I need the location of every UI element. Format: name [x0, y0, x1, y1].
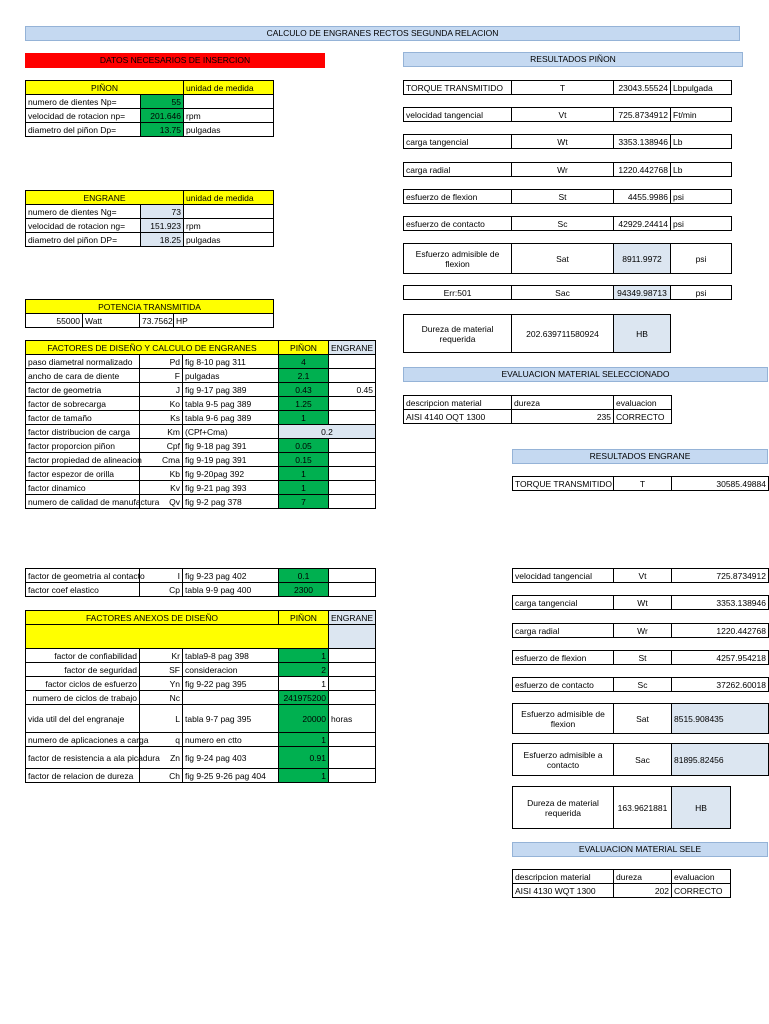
- result-label: velocidad tangencial: [513, 569, 614, 583]
- row-reference: tabla 9-6 pag 389: [183, 411, 279, 425]
- table-row: [26, 569, 376, 583]
- row-reference: fig 9-17 pag 389: [183, 383, 279, 397]
- torque-symbol: T: [614, 477, 672, 491]
- result-unit: psi: [671, 217, 732, 231]
- sat-label: Esfuerzo admisible de flexion: [404, 244, 512, 274]
- gear-wr-table: [512, 623, 769, 638]
- row-symbol: SF: [140, 663, 183, 677]
- input-cell[interactable]: 55: [141, 95, 184, 109]
- row-symbol: Zn: [140, 747, 183, 769]
- gear-value[interactable]: [329, 481, 376, 495]
- pinion-value[interactable]: 0.91: [279, 747, 329, 769]
- sat-label: Esfuerzo admisible de flexion: [513, 704, 614, 734]
- hp-unit: HP: [174, 314, 274, 328]
- row-symbol: Qv: [140, 495, 183, 509]
- result-symbol: Wt: [614, 596, 672, 610]
- row-label: numero de calidad de manufactura: [26, 495, 140, 509]
- table-row: [26, 425, 376, 439]
- unit-cell: rpm: [184, 109, 274, 123]
- row-reference: fig 9-23 pag 402: [183, 569, 279, 583]
- pinion-results-header: RESULTADOS PIÑON: [403, 52, 743, 67]
- result-label: esfuerzo de flexion: [513, 651, 614, 665]
- result-symbol: Vt: [512, 108, 614, 122]
- col-pinion: PIÑON: [279, 611, 329, 625]
- gear-value[interactable]: [329, 691, 376, 705]
- sac-value: 94349.98713: [614, 286, 671, 300]
- gear-material-header: EVALUACION MATERIAL SELE: [512, 842, 768, 857]
- result-value: 4455.9986: [614, 190, 671, 204]
- torque-value: 30585.49884: [672, 477, 769, 491]
- row-label: factor de seguridad: [26, 663, 140, 677]
- table-row: [404, 108, 732, 122]
- hardness-value: 202.639711580924: [512, 315, 614, 353]
- table-row: [26, 747, 376, 769]
- unit-cell: pulgadas: [184, 123, 274, 137]
- row-reference: tabla 9-9 pag 400: [183, 583, 279, 597]
- table-row: [26, 205, 274, 219]
- pinion-value[interactable]: 1: [279, 411, 329, 425]
- sat-symbol: Sat: [614, 704, 672, 734]
- result-symbol: Wt: [512, 135, 614, 149]
- material-evaluation: CORRECTO: [614, 410, 672, 424]
- pinion-value[interactable]: 4: [279, 355, 329, 369]
- hardness-label: Dureza de material requerida: [513, 787, 614, 829]
- table-row: [26, 219, 274, 233]
- row-label: factor de resistencia a ala picadura: [26, 747, 140, 769]
- result-symbol: Sc: [512, 217, 614, 231]
- material-description[interactable]: AISI 4140 OQT 1300: [404, 410, 512, 424]
- col-description: descripcion material: [404, 396, 512, 410]
- row-symbol: Nc: [140, 691, 183, 705]
- pinion-result-vt-table: [403, 107, 732, 122]
- table-row: [26, 355, 376, 369]
- row-symbol: Ks: [140, 411, 183, 425]
- design-factors-header: FACTORES DE DISEÑO Y CALCULO DE ENGRANES: [26, 341, 279, 355]
- table-row: [26, 495, 376, 509]
- row-label: factor de tamaño: [26, 411, 140, 425]
- result-label: carga radial: [513, 624, 614, 638]
- result-symbol: Wr: [512, 163, 614, 177]
- result-label: carga tangencial: [513, 596, 614, 610]
- row-reference: pulgadas: [183, 369, 279, 383]
- row-reference: consideracion: [183, 663, 279, 677]
- row-symbol: Cpf: [140, 439, 183, 453]
- gear-value[interactable]: 0.45: [329, 383, 376, 397]
- row-symbol: Yn: [140, 677, 183, 691]
- pinion-value: 0.2: [279, 425, 376, 439]
- gear-torque-table: [512, 476, 769, 491]
- gear-value[interactable]: [329, 649, 376, 663]
- row-reference: fig 9-2 pag 378: [183, 495, 279, 509]
- unit-cell: [184, 95, 274, 109]
- row-reference: numero en ctto: [183, 733, 279, 747]
- input-cell[interactable]: 201.646: [141, 109, 184, 123]
- result-value: 725.8734912: [614, 108, 671, 122]
- row-reference: fig 9-22 pag 395: [183, 677, 279, 691]
- torque-label: TORQUE TRANSMITIDO: [513, 477, 614, 491]
- pinion-value[interactable]: 2: [279, 663, 329, 677]
- row-symbol: Cp: [140, 583, 183, 597]
- row-label: numero de dientes Ng=: [26, 205, 141, 219]
- pinion-value[interactable]: 1: [279, 481, 329, 495]
- gear-sac-table: [512, 743, 769, 776]
- gear-value[interactable]: [329, 397, 376, 411]
- pinion-value[interactable]: 1: [279, 769, 329, 783]
- pinion-value[interactable]: 2.1: [279, 369, 329, 383]
- table-row: [26, 233, 274, 247]
- sat-value: 8515.908435: [672, 704, 769, 734]
- unit-cell: rpm: [184, 219, 274, 233]
- material-hardness[interactable]: 235: [512, 410, 614, 424]
- table-row: [513, 651, 769, 665]
- pinion-value[interactable]: 7: [279, 495, 329, 509]
- result-label: esfuerzo de contacto: [513, 678, 614, 692]
- row-symbol: Kb: [140, 467, 183, 481]
- table-row: [26, 769, 376, 783]
- row-label: factor de geometria: [26, 383, 140, 397]
- row-reference: tabla9-8 pag 398: [183, 649, 279, 663]
- sac-label: Esfuerzo admisible a contacto: [513, 744, 614, 776]
- gear-value: horas: [329, 705, 376, 733]
- table-row: [26, 123, 274, 137]
- row-reference: fig 9-19 pag 391: [183, 453, 279, 467]
- table-row: [26, 397, 376, 411]
- table-row: [513, 678, 769, 692]
- insertion-header: DATOS NECESARIOS DE INSERCION: [25, 53, 325, 68]
- row-label: factor espezor de orilla: [26, 467, 140, 481]
- gear-results-header: RESULTADOS ENGRANE: [512, 449, 768, 464]
- result-unit: Ft/min: [671, 108, 732, 122]
- pinion-value[interactable]: 20000: [279, 705, 329, 733]
- result-label: velocidad tangencial: [404, 108, 512, 122]
- result-label: TORQUE TRANSMITIDO: [404, 81, 512, 95]
- pinion-value[interactable]: 1: [279, 649, 329, 663]
- sat-unit: psi: [671, 244, 732, 274]
- row-label: factor de confiabilidad: [26, 649, 140, 663]
- col-evaluation: evaluacion: [672, 870, 731, 884]
- pinion-value[interactable]: 0.43: [279, 383, 329, 397]
- sac-value: 81895.82456: [672, 744, 769, 776]
- table-row: [26, 481, 376, 495]
- table-row: [26, 467, 376, 481]
- table-row: [26, 453, 376, 467]
- row-label: numero de ciclos de trabajo: [26, 691, 140, 705]
- gear-value[interactable]: [329, 569, 376, 583]
- row-reference: fig 9-24 pag 403: [183, 747, 279, 769]
- gear-sat-table: [512, 703, 769, 734]
- row-label: factor de geometria al contacto: [26, 569, 140, 583]
- material-description[interactable]: AISI 4130 WQT 1300: [513, 884, 614, 898]
- row-label: factor coef elastico: [26, 583, 140, 597]
- row-symbol: Ko: [140, 397, 183, 411]
- gear-value[interactable]: [329, 677, 376, 691]
- power-header: POTENCIA TRANSMITIDA: [26, 300, 274, 314]
- row-label: paso diametral normalizado: [26, 355, 140, 369]
- row-reference: [183, 691, 279, 705]
- blank-yellow-cell: [26, 625, 329, 649]
- row-symbol: Km: [140, 425, 183, 439]
- table-row: [26, 109, 274, 123]
- row-label: factor dinamico: [26, 481, 140, 495]
- row-label: diametro del piñon DP=: [26, 233, 141, 247]
- result-unit: Lb: [671, 163, 732, 177]
- row-reference: tabla 9-7 pag 395: [183, 705, 279, 733]
- pinion-result-sc-table: [403, 216, 732, 231]
- table-row: [513, 569, 769, 583]
- result-value: 1220.442768: [614, 163, 671, 177]
- gear-material-table: [512, 869, 731, 898]
- pinion-result-wt-table: [403, 134, 732, 149]
- pinion-results-table: [403, 80, 732, 95]
- table-row: [26, 95, 274, 109]
- sac-symbol: Sac: [614, 744, 672, 776]
- table-row: [26, 383, 376, 397]
- row-reference: fig 8-10 pag 311: [183, 355, 279, 369]
- row-label: ancho de cara de diente: [26, 369, 140, 383]
- annex-factors-table: [25, 610, 376, 783]
- row-label: factor propiedad de alineacion: [26, 453, 140, 467]
- gear-value[interactable]: [329, 355, 376, 369]
- pinion-sac-table: [403, 285, 732, 300]
- material-evaluation: CORRECTO: [672, 884, 731, 898]
- gear-value[interactable]: [329, 411, 376, 425]
- row-symbol: J: [140, 383, 183, 397]
- pinion-value[interactable]: 1: [279, 677, 329, 691]
- table-row: [26, 663, 376, 677]
- row-label: factor de relacion de dureza: [26, 769, 140, 783]
- unit-cell: [184, 205, 274, 219]
- table-row: [404, 163, 732, 177]
- sac-symbol: Sac: [512, 286, 614, 300]
- table-row: [26, 705, 376, 733]
- table-row: [26, 733, 376, 747]
- result-label: carga tangencial: [404, 135, 512, 149]
- row-symbol: Kr: [140, 649, 183, 663]
- pinion-value[interactable]: 241975200: [279, 691, 329, 705]
- table-row: [26, 649, 376, 663]
- pinion-sat-table: [403, 243, 732, 274]
- gear-value[interactable]: [329, 439, 376, 453]
- result-unit: Lb: [671, 135, 732, 149]
- hardness-unit: HB: [614, 315, 671, 353]
- input-cell[interactable]: 73: [141, 205, 184, 219]
- col-description: descripcion material: [513, 870, 614, 884]
- row-label: factor ciclos de esfuerzo: [26, 677, 140, 691]
- result-value: 4257.954218: [672, 651, 769, 665]
- gear-value[interactable]: [329, 733, 376, 747]
- pinion-value[interactable]: 1: [279, 467, 329, 481]
- sac-label: Err:501: [404, 286, 512, 300]
- pinion-result-st-table: [403, 189, 732, 204]
- pinion-value[interactable]: 0.05: [279, 439, 329, 453]
- pinion-value[interactable]: 0.1: [279, 569, 329, 583]
- row-symbol: F: [140, 369, 183, 383]
- table-row: [404, 81, 732, 95]
- gear-value[interactable]: [329, 663, 376, 677]
- sat-value: 8911.9972: [614, 244, 671, 274]
- material-hardness[interactable]: 202: [614, 884, 672, 898]
- row-label: numero de dientes Np=: [26, 95, 141, 109]
- row-label: factor distribucion de carga: [26, 425, 140, 439]
- row-reference: tabla 9-5 pag 389: [183, 397, 279, 411]
- input-cell[interactable]: 151.923: [141, 219, 184, 233]
- gear-hardness-table: [512, 786, 731, 829]
- pinion-value[interactable]: 2300: [279, 583, 329, 597]
- contact-factors-table: [25, 568, 376, 597]
- result-unit: psi: [671, 190, 732, 204]
- result-symbol: T: [512, 81, 614, 95]
- result-label: esfuerzo de flexion: [404, 190, 512, 204]
- gear-vt-table: [512, 568, 769, 583]
- row-symbol: Pd: [140, 355, 183, 369]
- table-row: [404, 190, 732, 204]
- table-row: [513, 596, 769, 610]
- unit-header: unidad de medida: [184, 81, 274, 95]
- result-value: 23043.55524: [614, 81, 671, 95]
- row-reference: fig 9-25 9-26 pag 404: [183, 769, 279, 783]
- result-unit: Lbpulgada: [671, 81, 732, 95]
- gear-value[interactable]: [329, 583, 376, 597]
- gear-value[interactable]: [329, 747, 376, 769]
- hardness-value: 163.9621881: [614, 787, 672, 829]
- power-table: [25, 299, 274, 328]
- gear-value[interactable]: [329, 453, 376, 467]
- col-gear: ENGRANE: [329, 341, 376, 355]
- pinion-input-table: [25, 80, 274, 137]
- row-reference: fig 9-20pag 392: [183, 467, 279, 481]
- result-symbol: Sc: [614, 678, 672, 692]
- row-reference: fig 9-18 pag 391: [183, 439, 279, 453]
- sac-unit: psi: [671, 286, 732, 300]
- table-row: [26, 583, 376, 597]
- pinion-result-wr-table: [403, 162, 732, 177]
- row-label: vida util del del engranaje: [26, 705, 140, 733]
- table-row: [26, 677, 376, 691]
- result-symbol: St: [512, 190, 614, 204]
- result-symbol: Vt: [614, 569, 672, 583]
- result-value: 725.8734912: [672, 569, 769, 583]
- pinion-material-header: EVALUACION MATERIAL SELECCIONADO: [403, 367, 768, 382]
- gear-wt-table: [512, 595, 769, 610]
- gear-value[interactable]: [329, 495, 376, 509]
- unit-header: unidad de medida: [184, 191, 274, 205]
- result-value: 42929.24414: [614, 217, 671, 231]
- gear-input-table: [25, 190, 274, 247]
- row-reference: (CPf+Cma): [183, 425, 279, 439]
- row-symbol: L: [140, 705, 183, 733]
- table-row: [26, 369, 376, 383]
- input-cell[interactable]: 13.75: [141, 123, 184, 137]
- row-reference: fig 9-21 pag 393: [183, 481, 279, 495]
- hardness-unit: HB: [672, 787, 731, 829]
- hp-value: 73.7562: [140, 314, 174, 328]
- blank-blue-cell: [329, 625, 376, 649]
- pinion-material-table: [403, 395, 672, 424]
- hardness-label: Dureza de material requerida: [404, 315, 512, 353]
- gear-value[interactable]: [329, 467, 376, 481]
- pinion-hardness-table: [403, 314, 671, 353]
- row-label: diametro del piñon Dp=: [26, 123, 141, 137]
- gear-value[interactable]: [329, 769, 376, 783]
- watt-value[interactable]: 55000: [26, 314, 83, 328]
- gear-st-table: [512, 650, 769, 665]
- result-value: 3353.138946: [672, 596, 769, 610]
- table-row: [26, 411, 376, 425]
- table-row: [26, 691, 376, 705]
- gear-input-header: ENGRANE: [26, 191, 184, 205]
- row-symbol: Ch: [140, 769, 183, 783]
- pinion-value[interactable]: 0.15: [279, 453, 329, 467]
- row-symbol: I: [140, 569, 183, 583]
- table-row: [26, 439, 376, 453]
- row-label: velocidad de rotacion ng=: [26, 219, 141, 233]
- result-value: 1220.442768: [672, 624, 769, 638]
- gear-value[interactable]: [329, 369, 376, 383]
- row-label: velocidad de rotacion np=: [26, 109, 141, 123]
- col-hardness: dureza: [614, 870, 672, 884]
- row-symbol: Cma: [140, 453, 183, 467]
- input-cell[interactable]: 18.25: [141, 233, 184, 247]
- row-label: factor proporcion piñon: [26, 439, 140, 453]
- col-gear: ENGRANE: [329, 611, 376, 625]
- result-symbol: Wr: [614, 624, 672, 638]
- row-symbol: Kv: [140, 481, 183, 495]
- annex-factors-header: FACTORES ANEXOS DE DISEÑO: [26, 611, 279, 625]
- col-pinion: PIÑON: [279, 341, 329, 355]
- result-value: 3353.138946: [614, 135, 671, 149]
- col-evaluation: evaluacion: [614, 396, 672, 410]
- row-label: numero de aplicaciones a carga: [26, 733, 140, 747]
- pinion-value[interactable]: 1.25: [279, 397, 329, 411]
- table-row: [513, 624, 769, 638]
- watt-unit: Watt: [83, 314, 140, 328]
- result-label: carga radial: [404, 163, 512, 177]
- pinion-input-header: PIÑON: [26, 81, 184, 95]
- page-title: CALCULO DE ENGRANES RECTOS SEGUNDA RELACION: [25, 26, 740, 41]
- table-row: [404, 217, 732, 231]
- design-factors-table: [25, 340, 376, 509]
- table-row: [404, 135, 732, 149]
- row-label: factor de sobrecarga: [26, 397, 140, 411]
- result-value: 37262.60018: [672, 678, 769, 692]
- col-hardness: dureza: [512, 396, 614, 410]
- result-symbol: St: [614, 651, 672, 665]
- pinion-value[interactable]: 1: [279, 733, 329, 747]
- gear-sc-table: [512, 677, 769, 692]
- blank-row: [26, 625, 376, 649]
- row-symbol: q: [140, 733, 183, 747]
- unit-cell: pulgadas: [184, 233, 274, 247]
- result-label: esfuerzo de contacto: [404, 217, 512, 231]
- sat-symbol: Sat: [512, 244, 614, 274]
